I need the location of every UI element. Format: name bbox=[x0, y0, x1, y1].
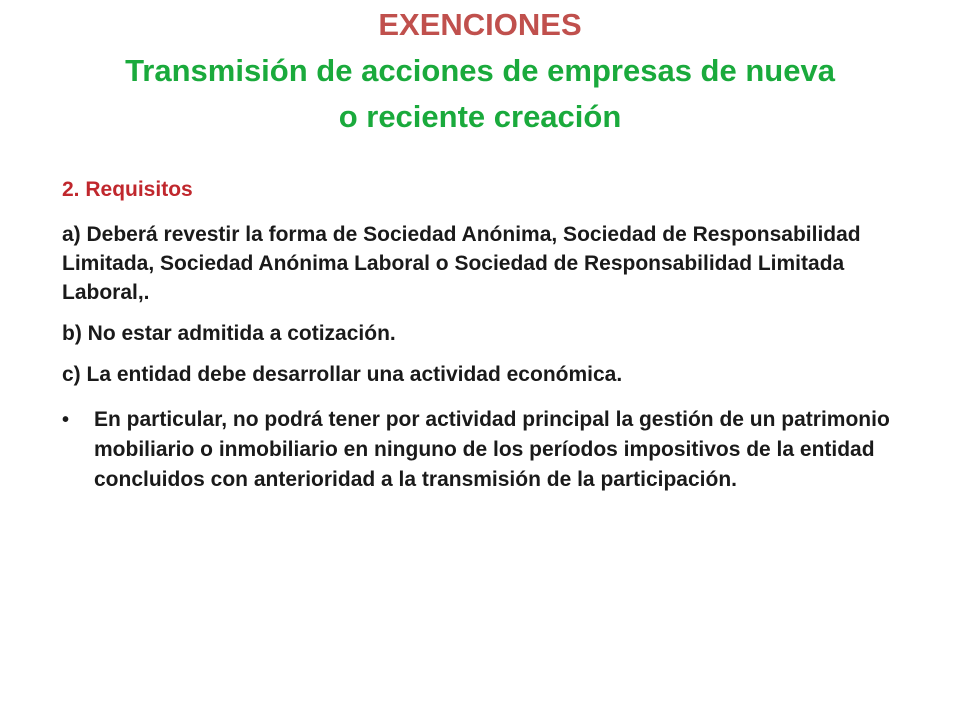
requirement-c: c) La entidad debe desarrollar una actividad económica. bbox=[62, 363, 623, 386]
title-subtitle-line-1: Transmisión de acciones de empresas de nueva bbox=[125, 53, 835, 88]
bullet-item bbox=[62, 405, 922, 495]
requirement-b: b) No estar admitida a cotización. bbox=[62, 322, 396, 345]
title-subtitle-line-2: o reciente creación bbox=[338, 99, 622, 134]
slide-title bbox=[40, 2, 920, 140]
title-main: EXENCIONES bbox=[378, 7, 582, 42]
requirement-a: a) Deberá revestir la forma de Sociedad Anónima, Sociedad de Responsabilidad Limitada, Sociedad Anónima Laboral o Sociedad de Responsabilidad Limitada Laboral,. bbox=[62, 223, 861, 304]
bullet-text: En particular, no podrá tener por actividad principal la gestión de un patrimonio mobiliario o inmobiliario en ninguno de los períodos impositivos de la entidad concluidos con anterioridad a la transmisión de la participación. bbox=[94, 408, 890, 491]
bullet-icon: • bbox=[62, 409, 70, 431]
slide-body bbox=[62, 176, 922, 495]
section-heading: 2. Requisitos bbox=[62, 178, 193, 201]
